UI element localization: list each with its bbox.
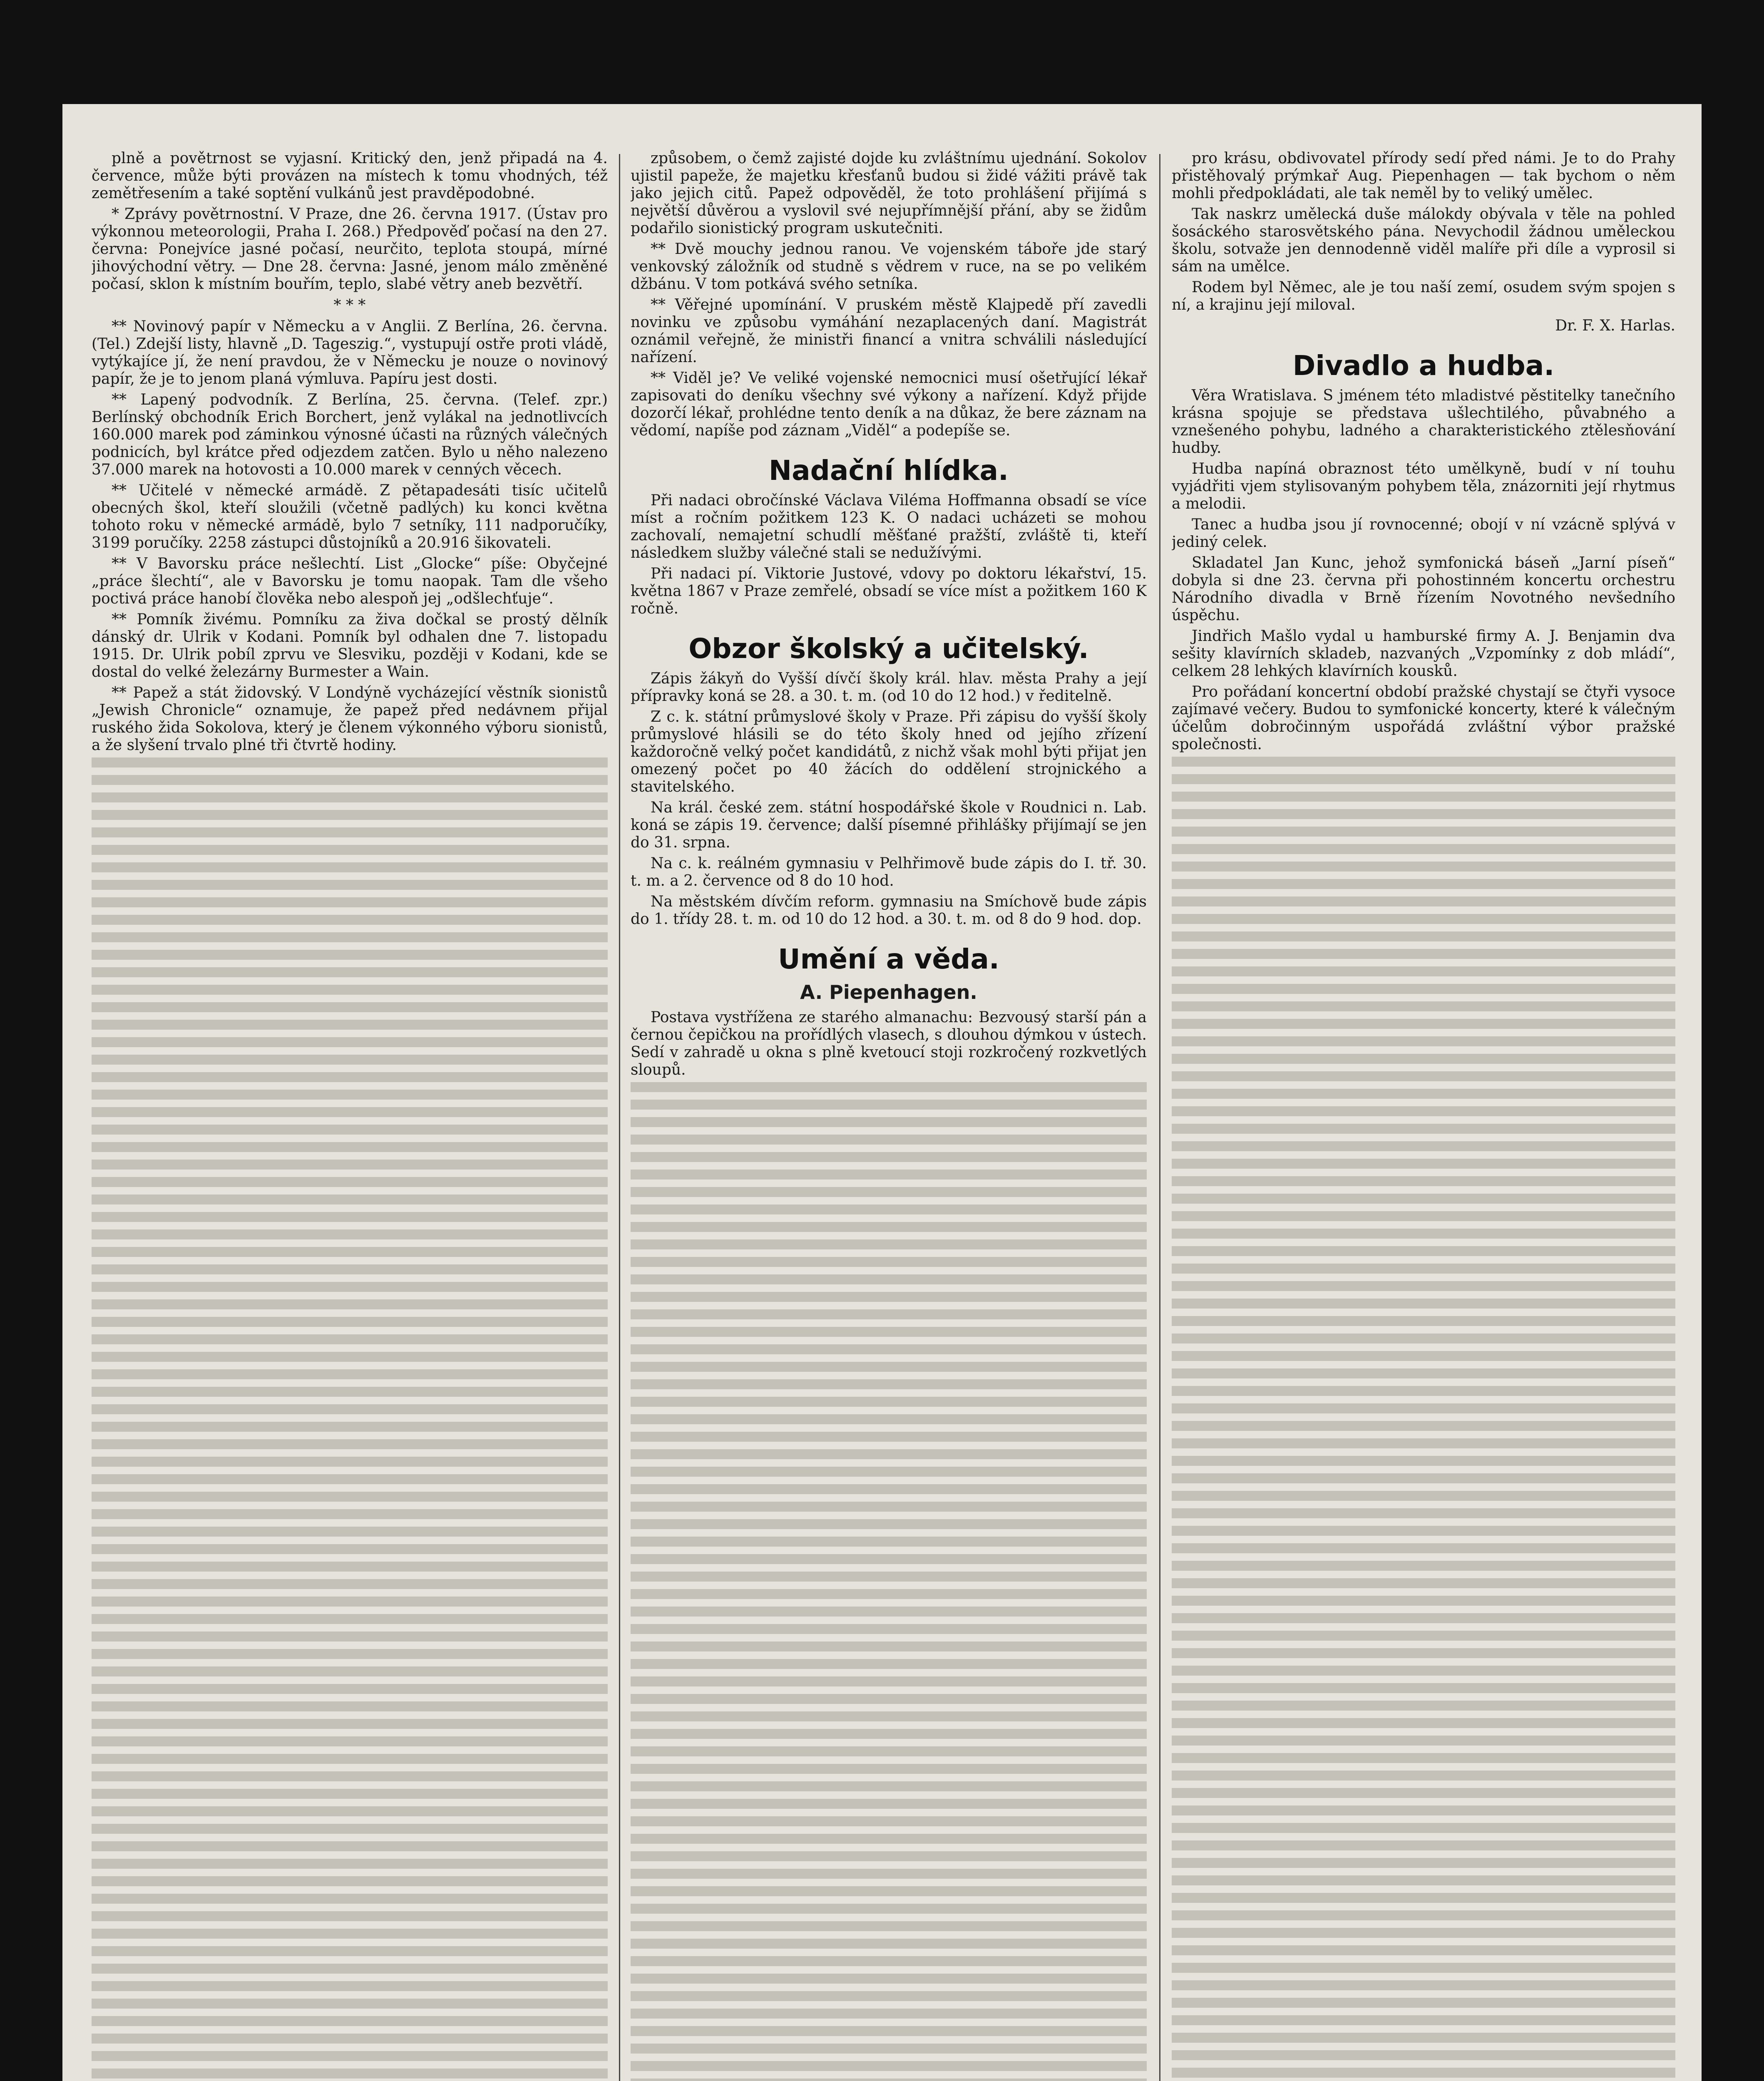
pope-continuation: způsobem, o čemž zajisté dojde ku zvláštnímu ujednání. Sokolov ujistil papeže, že majetku křesťanů budou si židé vážiti právě tak jako jejich citů. Papež odpověděl, že toto prohlášení přijímá s největší důvěrou a vyslovil své nejupřímnější přání, aby se židům podařilo sionistický program uskutečniti. — [631, 150, 1147, 237]
school-paragraph: Zápis žákyň do Vyšší dívčí školy král. hlav. města Prahy a její přípravky koná se 28. a 30. t. m. (od 10 do 12 hod.) v ředitelně. — [631, 670, 1147, 705]
news-public-reminders: ** Věřejné upomínání. V pruském městě Klajpedě pří zavedli novinku ve způsobu vymáhání nezaplacených daní. Magistrát oznámil veřejně, že ministři financí a vnitra schválili následující nařízení. — [631, 296, 1147, 366]
column-rule — [1159, 154, 1160, 2081]
art-paragraph: Postava vystřížena ze starého almanachu: Bezvousý starší pán a černou čepičkou na prořídlých vlasech, s dlouhou dýmkou v ústech. Sedí v zahradě u okna s plně kvetoucí stoji rozkročený rozkvetlých sloupů. — [631, 1009, 1147, 1078]
article-subheading: A. Piepenhagen. — [800, 981, 977, 1003]
news-teachers-army: ** Učitelé v německé armádě. Z pětapadesáti tisíc učitelů obecných škol, kteří sloužili (včetně padlých) ku konci května tohoto roku v německé armádě, bylo 7 setníky, 111 nadporučíky, 3199 poručíky. 2258 zástupci důstojníků a 20.916 šikovateli. — [92, 482, 608, 551]
section-heading-art: Umění a věda. — [778, 943, 999, 975]
author-signature: Dr. F. X. Harlas. — [1555, 317, 1675, 334]
school-paragraph: Na městském dívčím reform. gymnasiu na Smíchově bude zápis do 1. třídy 28. t. m. od 10 do 12 hod. a 30. t. m. od 8 do 9 hod. dop. — [631, 893, 1147, 928]
theatre-paragraph: Pro pořádaní koncertní období pražské chystají se čtyři vysoce zajímavé večery. Budou to symfonické koncerty, které k válečným účelům dobročinným uspořádá zvláštní výbor pražské společnosti. — [1172, 683, 1675, 753]
foundation-paragraph: Při nadaci pí. Viktorie Justové, vdovy po doktoru lékařství, 15. května 1867 v Praze zemřelé, obsadí se více míst a požitkem 160 K ročně. — [631, 565, 1147, 617]
column-left — [92, 150, 608, 2081]
school-paragraph: Z c. k. státní průmyslové školy v Praze. Při zápisu do vyšší školy průmyslové hlásili se do této školy hned od jejího zřízení každoročně velký počet kandidátů, z nichž však mohl býti přijat jen omezený počet po 40 žácích do oddělení strojnického a stavitelského. — [631, 708, 1147, 795]
news-bavaria: ** V Bavorsku práce nešlechtí. List „Glocke“ píše: Obyčejné „práce šlechtí“, ale v Bavorsku je tomu naopak. Tam dle všeho poctivá práce hanobí člověka nebo alespoň jej „odšlechťuje“. — [92, 555, 608, 607]
theatre-paragraph: Věra Wratislava. S jménem této mladistvé pěstitelky tanečního krásna spojuje se představa ušlechtilého, půvabného a vznešeného pohybu, ladného a charakteristického ztělesňování hudby. — [1172, 387, 1675, 457]
column-middle — [631, 150, 1147, 2081]
column-right — [1172, 150, 1675, 2081]
section-heading-school: Obzor školský a učitelský. — [688, 633, 1089, 665]
news-two-flies: ** Dvě mouchy jednou ranou. Ve vojenském táboře jde starý venkovský záložník od studně s vědrem v ruce, na se po velikém džbánu. V tom potkává svého setníka. — [631, 241, 1147, 293]
art-paragraph: Rodem byl Němec, ale je tou naší zemí, osudem svým spojen s ní, a krajinu její miloval. — [1172, 279, 1675, 313]
text-continuation — [631, 1082, 1147, 2081]
art-paragraph: pro krásu, obdivovatel přírody sedí před námi. Je to do Prahy přistěhovalý prýmkař Aug. Piepenhagen — tak bychom o něm mohli předpokládati, ale tak neměl by to veliký umělec. — [1172, 150, 1675, 202]
news-fraudster: ** Lapený podvodník. Z Berlína, 25. června. (Telef. zpr.) Berlínský obchodník Erich Borchert, jenž vylákal na jednotlivcích 160.000 marek pod záminkou výnosné účasti na různých válečných podnicích, byl krátce před odjezdem zatčen. Bylo u něho nalezeno 37.000 marek na hotovosti a 10.000 marek v cenných věcech. — [92, 391, 608, 478]
news-monument: ** Pomník živému. Pomníku za živa dočkal se prostý dělník dánský dr. Ulrik v Kodani. Pomník byl odhalen dne 7. listopadu 1915. Dr. Ulrik pobíl zprvu ve Slesviku, později v Kodani, kde se dostal do velké železárny Burmester a Wain. — [92, 611, 608, 680]
text-continuation — [1172, 757, 1675, 2081]
weather-lead-paragraph: plně a povětrnost se vyjasní. Kritický den, jenž připadá na 4. července, může býti provázen na místech k tomu vhodných, též zemětřesením a také soptění vulkánů jest pravděpodobné. — [92, 150, 608, 202]
section-separator: * * * — [333, 297, 366, 314]
news-pope: ** Papež a stát židovský. V Londýně vycházející věstník sionistů „Jewish Chronicle“ oznamuje, že papež před nedávnem přijal ruského žida Sokolova, který je členem výkonného výboru sionistů, a že slyšení trvalo plné tři čtvrtě hodiny. — [92, 684, 608, 754]
theatre-paragraph: Tanec a hudba jsou jí rovnocenné; obojí v ní vzácně splývá v jediný celek. — [1172, 516, 1675, 551]
text-continuation — [92, 757, 608, 2081]
news-saw-it: ** Viděl je? Ve veliké vojenské nemocnici musí ošetřující lékař zapisovati do deníku všechny své výkony a nařízení. Když přijde dozorčí lékař, prohlédne tento deník a na důkaz, že bere záznam na vědomí, napíše pod záznam „Viděl“ a podepíše se. — [631, 370, 1147, 439]
section-heading-foundation: Nadační hlídka. — [768, 454, 1009, 487]
section-heading-theatre: Divadlo a hudba. — [1292, 350, 1555, 382]
foundation-paragraph: Při nadaci obročínské Václava Viléma Hoffmanna obsadí se více míst a ročním požitkem 123 K. O nadaci ucházeti se mohou zachovalí, nemajetní schudlí měšťané pražští, zvláště ti, kteří následkem služby válečné stali se nedužívými. — [631, 492, 1147, 561]
theatre-paragraph: Jindřich Mašlo vydal u hamburské firmy A. J. Benjamin dva sešity klavírních skladeb, nazvaných „Vzpomínky z dob mládí“, celkem 28 lehkých klavírních kousků. — [1172, 628, 1675, 680]
column-rule — [619, 154, 620, 2081]
newspaper-page — [62, 104, 1702, 2081]
news-paper-shortage: ** Novinový papír v Německu a v Anglii. Z Berlína, 26. června. (Tel.) Zdejší listy, hlavně „D. Tageszig.“, vystupují ostře proti vládě, vytýkajíce jí, že není pravdou, že v Německu je nouze o novinový papír, že je to jenom planá výmluva. Papíru jest dosti. — [92, 318, 608, 387]
school-paragraph: Na král. české zem. státní hospodářské škole v Roudnici n. Lab. koná se zápis 19. července; další písemné přihlášky přijímají se jen do 31. srpna. — [631, 799, 1147, 851]
theatre-paragraph: Hudba napíná obraznost této umělkyně, budí v ní touhu vyjádřiti vjem stylisovaným pohybem těla, znázorniti její rhytmus a melodii. — [1172, 460, 1675, 512]
art-paragraph: Tak naskrz umělecká duše málokdy obývala v těle na pohled šosáckého starosvětského pána. Nevychodil žádnou uměleckou školu, sotvaže jen dennodenně viděl malíře při díle a vyprosil si sám na umělce. — [1172, 206, 1675, 275]
weather-forecast-paragraph: * Zprávy povětrnostní. V Praze, dne 26. června 1917. (Ústav pro výkonnou meteorologii, Praha I. 268.) Předpověď počasí na den 27. června: Ponejvíce jasné počasí, neurčito, teplota stoupá, mírné jihovýchodní větry. — Dne 28. června: Jasné, jenom málo změněné počasí, sklon k místním bouřím, teplo, slabé větry aneb bezvětří. — [92, 206, 608, 293]
school-paragraph: Na c. k. reálném gymnasiu v Pelhřimově bude zápis do I. tř. 30. t. m. a 2. července od 8 do 10 hod. — [631, 855, 1147, 889]
theatre-paragraph: Skladatel Jan Kunc, jehož symfonická báseň „Jarní píseň“ dobyla si dne 23. června při pohostinném koncertu orchestru Národního divadla v Brně řízením Novotného nevšedního úspěchu. — [1172, 554, 1675, 624]
